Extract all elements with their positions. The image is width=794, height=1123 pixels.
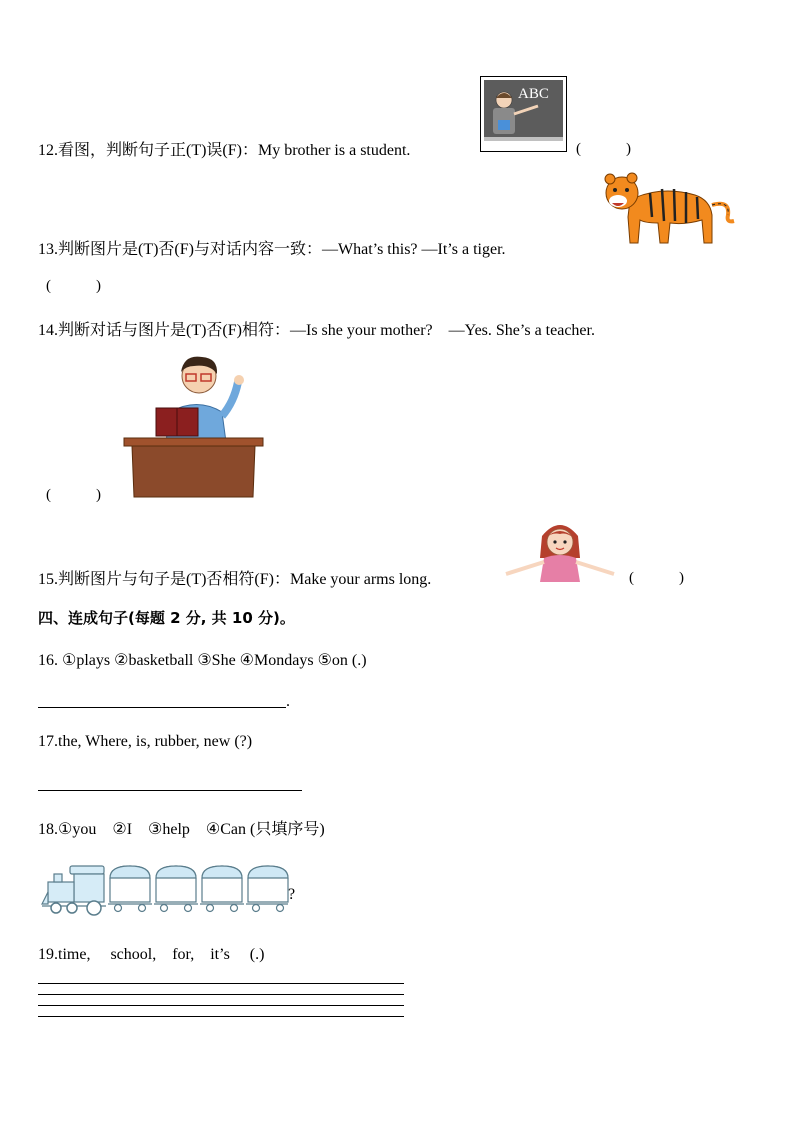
girl-arms-out-image [500, 518, 620, 582]
q14-answer-paren[interactable]: ( ) [46, 487, 101, 503]
q19-writing-line-1[interactable] [38, 983, 404, 984]
q19-writing-line-4[interactable] [38, 1016, 404, 1017]
teacher-abc-board-image [480, 76, 567, 152]
train-image [40, 862, 290, 918]
q13-text: 13.判断图片是(T)否(F)与对话内容一致：—What’s this? —It’s a tiger. [38, 241, 506, 258]
q15-answer-paren[interactable]: ( ) [629, 570, 684, 586]
section4-title: 四、连成句子(每题 2 分, 共 10 分)。 [38, 609, 295, 627]
q16-end-mark: . [286, 693, 290, 710]
teacher-at-desk-image [122, 352, 265, 500]
q19-writing-line-2[interactable] [38, 994, 404, 995]
tiger-image [600, 165, 740, 250]
q16-answer-line[interactable] [38, 707, 286, 708]
q18-end-mark: ? [288, 886, 296, 903]
q17-text: 17.the, Where, is, rubber, new (?) [38, 733, 253, 750]
q12-text: 12.看图，判断句子正(T)误(F)：My brother is a student. [38, 142, 411, 159]
q13-answer-paren[interactable]: ( ) [46, 278, 101, 294]
q19-text: 19.time, school, for, it’s (.) [38, 946, 265, 963]
q18-text: 18.①you ②I ③help ④Can (只填序号) [38, 821, 325, 838]
q15-text: 15.判断图片与句子是(T)否相符(F)：Make your arms long. [38, 571, 432, 588]
q16-text: 16. ①plays ②basketball ③She ④Mondays ⑤on (.) [38, 652, 367, 669]
q12-answer-paren[interactable]: ( ) [576, 141, 631, 157]
q19-writing-line-3[interactable] [38, 1005, 404, 1006]
board-text: ABC [518, 86, 549, 102]
q14-text: 14.判断对话与图片是(T)否(F)相符：—Is she your mother? —Yes. She’s a teacher. [38, 322, 595, 339]
q17-answer-line[interactable] [38, 790, 302, 791]
